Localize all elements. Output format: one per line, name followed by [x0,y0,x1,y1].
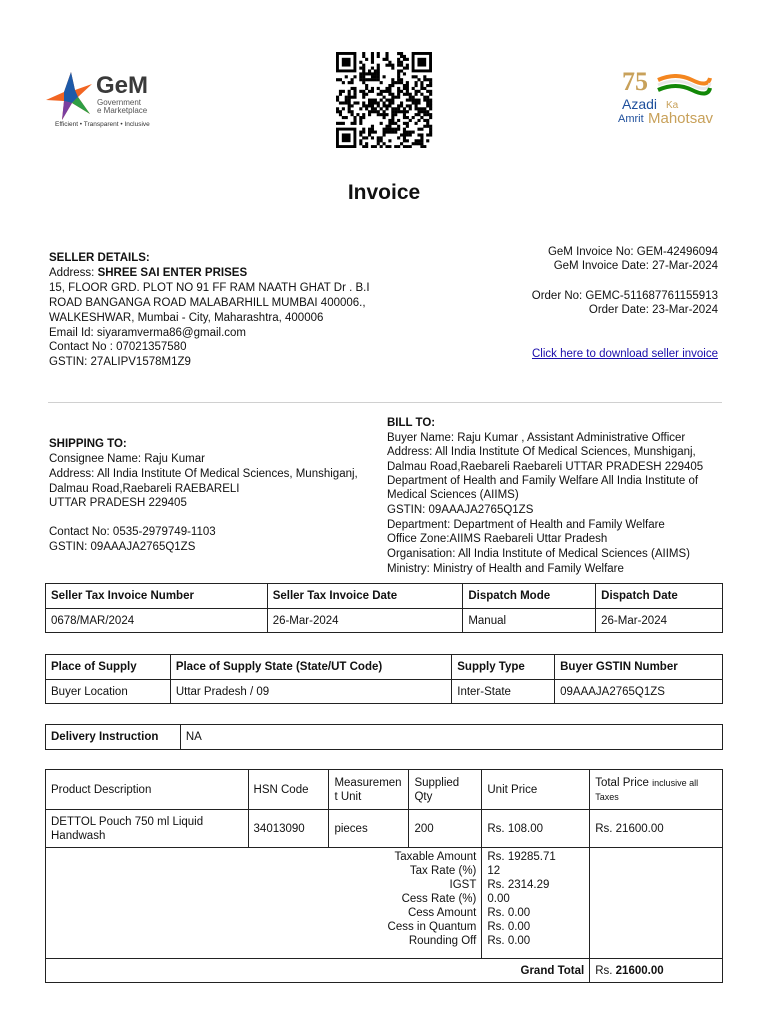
bill-to-line-1: Buyer Name: Raju Kumar , Assistant Administrative Officer [387,432,686,444]
shipping-gstin: GSTIN: 09AAAJA2765Q1ZS [49,541,196,553]
order-no: Order No: GEMC-511687761155913 [531,290,718,302]
table2-cell-1: Buyer Location [46,680,171,704]
shipping-line-4: UTTAR PRADESH 229405 [49,497,187,509]
table1-header-1: Seller Tax Invoice Number [46,584,268,609]
grand-total-prefix: Rs. [595,964,616,977]
seller-address-line-1: 15, FLOOR GRD. PLOT NO 91 FF RAM NAATH GHAT Dr . B.I [49,282,370,294]
download-seller-invoice-link[interactable]: Click here to download seller invoice [531,348,718,360]
shipping-contact: Contact No: 0535-2979749-1103 [49,526,216,538]
table1-header-2: Seller Tax Invoice Date [267,584,463,609]
gem-logo-line1: Government [97,98,142,107]
total-label-tax-rate: Tax Rate (%) [409,865,477,877]
product-table [45,769,723,983]
product-header-price: Unit Price [482,770,590,810]
product-header-total-note-b: Taxes [595,791,619,802]
bill-to-line-8: Office Zone:AIIMS Raebareli Uttar Pradesh [387,533,608,545]
totals-values [482,848,590,959]
shipping-line-1: Consignee Name: Raju Kumar [49,453,205,465]
seller-email: Email Id: siyaramverma86@gmail.com [49,327,247,339]
total-value-rounding: Rs. 0.00 [487,935,531,947]
table2-cell-4: 09AAAJA2765Q1ZS [555,680,723,704]
azadi-ka: Ka [666,100,679,111]
product-total: Rs. 21600.00 [590,810,723,848]
bill-to-line-2: Address: All India Institute Of Medical Sciences, Munshiganj, [387,446,696,458]
azadi-logo [616,67,726,134]
section-divider [48,402,722,403]
total-value-cess-amount: Rs. 0.00 [487,907,531,919]
totals-row [46,848,723,959]
product-qty: 200 [409,810,482,848]
totals-labels [46,848,482,959]
total-value-tax-rate: 12 [487,865,501,877]
product-unit: pieces [329,810,409,848]
gem-logo-name: GeM [96,72,149,99]
azadi-line3: Mahotsav [648,110,714,127]
product-description-b: Handwash [51,830,106,842]
gem-star-icon [44,70,98,122]
bill-to-line-3: Dalmau Road,Raebareli Raebareli UTTAR PRADESH 229405 [387,461,704,473]
total-value-igst: Rs. 2314.29 [487,879,550,891]
bill-to-line-9: Organisation: All India Institute of Medical Sciences (AIIMS) [387,548,690,560]
total-label-cess-rate: Cess Rate (%) [401,893,477,905]
grand-total-row [46,959,723,983]
bill-to-line-5: Medical Sciences (AIIMS) [387,489,519,501]
qr-code [334,52,434,148]
product-header-unit [329,770,409,810]
table2-cell-3: Inter-State [452,680,555,704]
table1-header-4: Dispatch Date [596,584,723,609]
product-header-qty [409,770,482,810]
delivery-instruction-value: NA [180,725,722,750]
product-header-description: Product Description [46,770,249,810]
grand-total-value: 21600.00 [615,964,664,977]
total-label-cess-amount: Cess Amount [407,907,477,919]
table2-header-4: Buyer GSTIN Number [555,655,723,680]
table2-cell-2: Uttar Pradesh / 09 [170,680,451,704]
product-header-total-note-a: inclusive all [652,777,699,788]
gem-logo-line2: e Marketplace [97,106,148,115]
product-header-unit-b: t Unit [334,790,362,803]
azadi-75: 75 [622,67,648,96]
bill-to-line-6: GSTIN: 09AAAJA2765Q1ZS [387,504,534,516]
total-value-cess-rate: 0.00 [487,893,510,905]
bill-to-line-10: Ministry: Ministry of Health and Family Welfare [387,563,624,575]
azadi-line2: Amrit [618,113,644,125]
product-hsn: 34013090 [248,810,329,848]
table-row [46,810,723,848]
table1-cell-2: 26-Mar-2024 [267,609,463,633]
product-header-qty-b: Qty [414,790,433,803]
gem-invoice-no: GeM Invoice No: GEM-42496094 [547,246,718,258]
tax-invoice-table [45,583,723,633]
table2-header-1: Place of Supply [46,655,171,680]
order-date: Order Date: 23-Mar-2024 [588,304,718,316]
gem-invoice-date: GeM Invoice Date: 27-Mar-2024 [553,260,718,272]
grand-total-label: Grand Total [46,959,590,983]
totals-empty-cell [590,848,723,959]
product-header-qty-a: Supplied [414,776,460,789]
product-price: Rs. 108.00 [482,810,590,848]
total-value-cess-quantum: Rs. 0.00 [487,921,531,933]
product-header-unit-a: Measuremen [334,776,402,789]
seller-name: SHREE SAI ENTER PRISES [97,267,248,279]
product-description-a: DETTOL Pouch 750 ml Liquid [51,816,204,828]
table1-cell-1: 0678/MAR/2024 [46,609,268,633]
total-label-taxable: Taxable Amount [394,851,477,863]
gem-logo-tagline: Efficient • Transparent • Inclusive [55,121,150,128]
seller-address-line-2: ROAD BANGANGA ROAD MALABARHILL MUMBAI 400006., [49,297,366,309]
product-description [46,810,249,848]
table2-header-2: Place of Supply State (State/UT Code) [170,655,451,680]
table1-cell-4: 26-Mar-2024 [596,609,723,633]
table2-header-3: Supply Type [452,655,555,680]
azadi-line1: Azadi [622,96,658,112]
table1-cell-3: Manual [463,609,596,633]
bill-to-heading: BILL TO: [387,417,436,429]
table1-header-3: Dispatch Mode [463,584,596,609]
delivery-instruction-table [45,724,723,750]
seller-heading: SELLER DETAILS: [49,252,150,264]
seller-name-line [49,266,247,281]
seller-contact: Contact No : 07021357580 [49,341,187,353]
grand-total-value-cell [590,959,723,983]
bill-to-line-4: Department of Health and Family Welfare All India Institute of [387,475,699,487]
product-header-hsn: HSN Code [248,770,329,810]
delivery-instruction-label: Delivery Instruction [46,725,181,750]
shipping-line-2: Address: All India Institute Of Medical Sciences, Munshiganj, [49,468,358,480]
total-value-taxable: Rs. 19285.71 [487,851,556,863]
shipping-line-3: Dalmau Road,Raebareli RAEBARELI [49,483,240,495]
total-label-igst: IGST [449,879,477,891]
bill-to-line-7: Department: Department of Health and Family Welfare [387,519,665,531]
seller-gstin: GSTIN: 27ALIPV1578M1Z9 [49,356,191,368]
product-header-total [590,770,723,810]
seller-address-line-3: WALKESHWAR, Mumbai - City, Maharashtra, 400006 [49,312,324,324]
product-header-total-label: Total Price [595,776,649,789]
flag-icon [656,74,712,96]
place-of-supply-table [45,654,723,704]
seller-address-label: Address: [49,267,98,279]
total-label-rounding: Rounding Off [408,935,477,947]
shipping-heading: SHIPPING TO: [49,438,127,450]
page-title: Invoice [347,181,421,204]
total-label-cess-quantum: Cess in Quantum [387,921,477,933]
